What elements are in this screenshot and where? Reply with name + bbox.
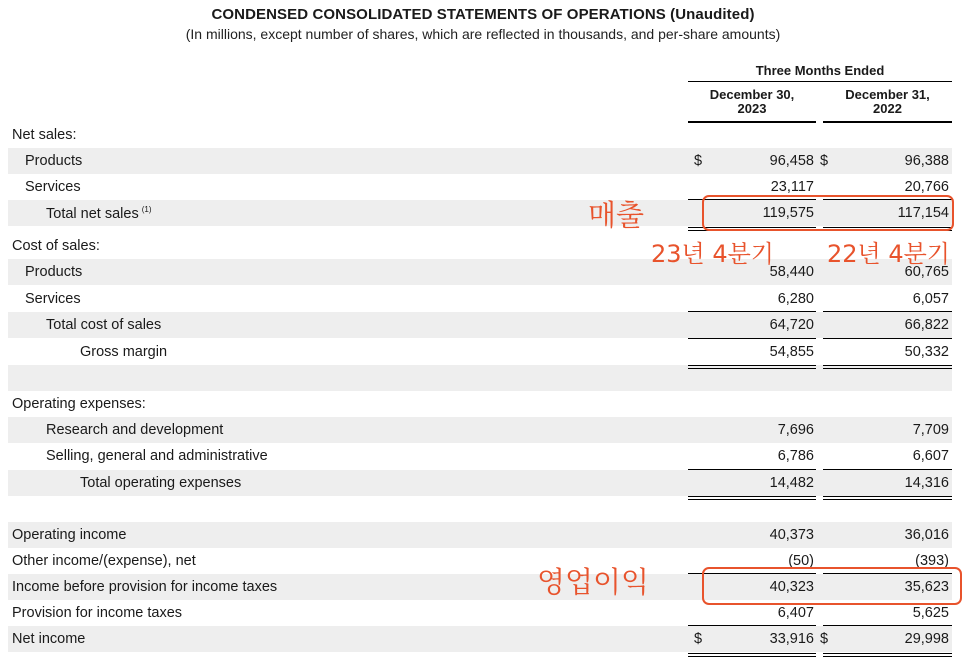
row-net-sales-products: [8, 148, 952, 174]
double-rule: [688, 496, 816, 500]
rule-line: [688, 338, 816, 339]
row-label: Income before provision for income taxes: [12, 579, 278, 595]
row-total-operating-expenses: [8, 470, 952, 496]
value-2022: 60,765: [904, 264, 949, 280]
value-2022: (393): [915, 553, 949, 569]
column-header-2022-line1: December 31,: [845, 87, 930, 102]
row-net-income: [8, 626, 952, 652]
value-2023: 40,323: [769, 579, 814, 595]
column-header-2022: [823, 88, 952, 123]
rule-line: [688, 469, 816, 470]
value-2022: 66,822: [904, 317, 949, 333]
value-2022: 50,332: [904, 344, 949, 360]
annotation-sales: 매출: [588, 198, 645, 232]
dollar-sign: $: [820, 153, 829, 169]
row-gross-margin: [8, 339, 952, 365]
annotation-operating-income: 영업이익: [537, 565, 650, 599]
row-label: Total operating expenses: [80, 475, 242, 491]
value-2023: 23,117: [770, 179, 814, 195]
double-rule: [688, 365, 816, 369]
row-cost-products: [8, 259, 952, 285]
value-2023: 6,280: [777, 291, 814, 307]
row-operating-expenses-header: [8, 391, 952, 417]
row-label-text: Total net sales: [46, 205, 139, 222]
row-label: Selling, general and administrative: [46, 448, 268, 464]
highlight-box-net-sales: [702, 195, 954, 231]
value-2022: 14,316: [904, 475, 949, 491]
value-2023: 96,458: [769, 153, 814, 169]
annotation-q4-2023: 23년 4분기: [651, 240, 774, 268]
statement-subtitle: (In millions, except number of shares, which are reflected in thousands, and per-share amounts): [185, 26, 781, 42]
value-2022: 29,998: [904, 631, 949, 647]
row-label: Research and development: [46, 422, 224, 438]
double-rule: [823, 496, 952, 500]
double-rule: [688, 653, 816, 657]
row-label: Products: [25, 153, 83, 169]
value-2023: 54,855: [769, 344, 814, 360]
double-rule: [823, 653, 952, 657]
column-header-2023-line2: 2023: [737, 101, 767, 116]
row-label: Net income: [12, 631, 86, 647]
row-label: Services: [25, 291, 81, 307]
row-label: Net sales:: [12, 127, 77, 143]
value-2023: 6,786: [777, 448, 814, 464]
value-2022: 6,057: [912, 291, 949, 307]
row-label: Other income/(expense), net: [12, 553, 196, 569]
value-2023: 7,696: [777, 422, 814, 438]
value-2023: 40,373: [769, 527, 814, 543]
row-label: Cost of sales:: [12, 238, 100, 254]
rule-line: [823, 311, 952, 312]
rule-line: [823, 338, 952, 339]
value-2023: 6,407: [777, 605, 814, 621]
value-2022: 96,388: [904, 153, 949, 169]
row-operating-income: [8, 522, 952, 548]
row-label: Operating income: [12, 527, 127, 543]
column-header-2023: [688, 88, 816, 123]
row-label: Gross margin: [80, 344, 168, 360]
dollar-sign: $: [694, 153, 703, 169]
rule-line: [688, 625, 816, 626]
value-2022: 117,154: [897, 205, 949, 221]
value-2022: 35,623: [904, 579, 949, 595]
row-selling-general-admin: [8, 443, 952, 469]
double-rule: [823, 365, 952, 369]
row-label: Total cost of sales: [46, 317, 162, 333]
period-header: Three Months Ended: [688, 63, 952, 82]
value-2023: 14,482: [769, 475, 814, 491]
rule-line: [823, 469, 952, 470]
footnote-marker: (1): [141, 205, 152, 214]
column-header-2023-line1: December 30,: [709, 87, 795, 102]
row-total-cost-of-sales: [8, 312, 952, 338]
row-label: Products: [25, 264, 83, 280]
value-2023: 119,575: [762, 205, 814, 221]
value-2022: 6,607: [912, 448, 949, 464]
statement-title: CONDENSED CONSOLIDATED STATEMENTS OF OPERATIONS (Unaudited): [211, 6, 755, 23]
value-2023: 58,440: [769, 264, 814, 280]
rule-line: [823, 625, 952, 626]
value-2022: 5,625: [912, 605, 949, 621]
column-header-2022-line2: 2022: [873, 101, 902, 116]
value-2022: 36,016: [904, 527, 949, 543]
value-2022: 7,709: [912, 422, 949, 438]
value-2023: (50): [788, 553, 814, 569]
row-research-and-development: [8, 417, 952, 443]
row-cost-services: [8, 286, 952, 312]
row-label: [46, 205, 151, 222]
annotation-q4-2022: 22년 4분기: [827, 240, 950, 268]
dollar-sign: $: [694, 631, 703, 647]
row-label: Services: [25, 179, 81, 195]
rule-line: [688, 311, 816, 312]
row-label: Operating expenses:: [12, 396, 146, 412]
value-2023: 64,720: [769, 317, 814, 333]
row-net-sales-header: [8, 122, 952, 148]
row-cost-of-sales-header: [8, 233, 952, 259]
dollar-sign: $: [820, 631, 829, 647]
value-2022: 20,766: [904, 179, 949, 195]
row-label: Provision for income taxes: [12, 605, 183, 621]
highlight-box-income-before-taxes: [702, 567, 962, 605]
value-2023: 33,916: [769, 631, 814, 647]
